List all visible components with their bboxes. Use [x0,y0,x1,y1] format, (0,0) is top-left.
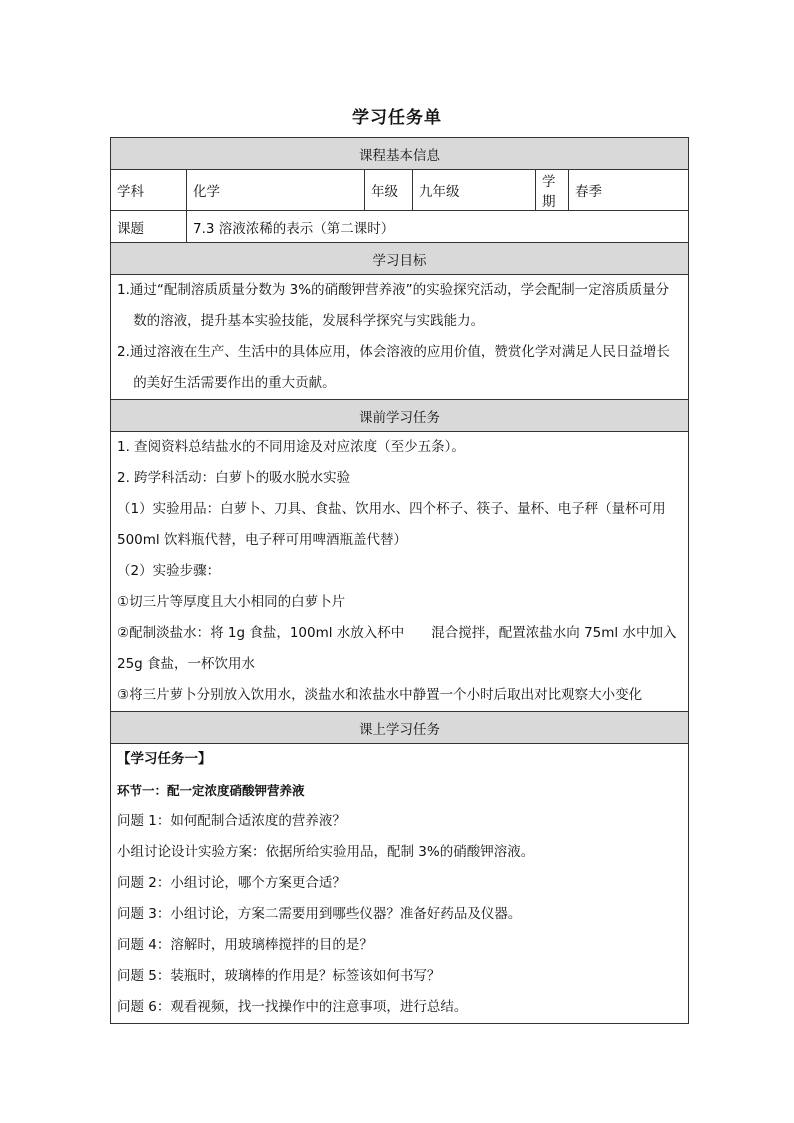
step-item: ①切三片等厚度且大小相同的白萝卜片 [117,594,346,610]
task-title: 【学习任务一】 [117,751,212,767]
goals-cell [111,275,689,400]
steps-title: （2）实验步骤： [117,563,221,579]
question-item: 问题 6：观看视频，找一找操作中的注意事项，进行总结。 [117,999,468,1015]
grade-label: 年级 [365,170,413,211]
pre-class-cell [111,432,689,712]
step-item: ②配制淡盐水：将 1g 食盐，100ml 水放入杯中 混合搅拌，配置浓盐水向 75ml 水中加入 25g 食盐，一杯饮用水 [117,625,677,672]
grade-value: 九年级 [413,170,536,211]
pre-class-item: 2. 跨学科活动：白萝卜的吸水脱水实验 [117,470,351,486]
materials-text: （1）实验用品：白萝卜、刀具、食盐、饮用水、四个杯子、筷子、量杯、电子秤（量杯可用500ml 饮料瓶代替，电子秤可用啤酒瓶盖代替） [117,501,666,548]
question-item: 问题 4：溶解时，用玻璃棒搅拌的目的是？ [117,937,373,953]
term-value: 春季 [569,170,689,211]
page-title: 学习任务单 [352,108,442,128]
section-header-goals: 学习目标 [111,243,689,275]
question-item: 问题 1：如何配制合适浓度的营养液？ [117,813,346,829]
term-label: 学期 [536,170,569,211]
section-header-pre-class: 课前学习任务 [111,400,689,432]
section-header-basic-info: 课程基本信息 [111,138,689,170]
goal-item: 2.通过溶液在生产、生活中的具体应用，体会溶液的应用价值，赞赏化学对满足人民日益增长的美好生活需要作出的重大贡献。 [117,344,670,391]
question-item: 问题 3：小组讨论，方案二需要用到哪些仪器？准备好药品及仪器。 [117,906,522,922]
section-header-in-class: 课上学习任务 [111,712,689,744]
step-item: ③将三片萝卜分别放入饮用水，淡盐水和浓盐水中静置一个小时后取出对比观察大小变化 [117,687,643,703]
group-discussion-text: 小组讨论设计实验方案：依据所给实验用品，配制 3%的硝酸钾溶液。 [117,844,535,860]
task-sheet-table [110,137,689,1024]
goal-item: 1.通过“配制溶质质量分数为 3%的硝酸钾营养液”的实验探究活动，学会配制一定溶质质量分数的溶液，提升基本实验技能，发展科学探究与实践能力。 [117,282,670,329]
segment-title: 环节一：配一定浓度硝酸钾营养液 [117,783,305,798]
topic-label: 课题 [111,211,187,243]
in-class-cell [111,744,689,1024]
question-item: 问题 5：装瓶时，玻璃棒的作用是？标签该如何书写？ [117,968,441,984]
subject-label: 学科 [111,170,187,211]
topic-value: 7.3 溶液浓稀的表示（第二课时） [187,211,689,243]
question-item: 问题 2：小组讨论，哪个方案更合适？ [117,875,346,891]
pre-class-item: 1. 查阅资料总结盐水的不同用途及对应浓度（至少五条）。 [117,439,465,455]
subject-value: 化学 [187,170,365,211]
